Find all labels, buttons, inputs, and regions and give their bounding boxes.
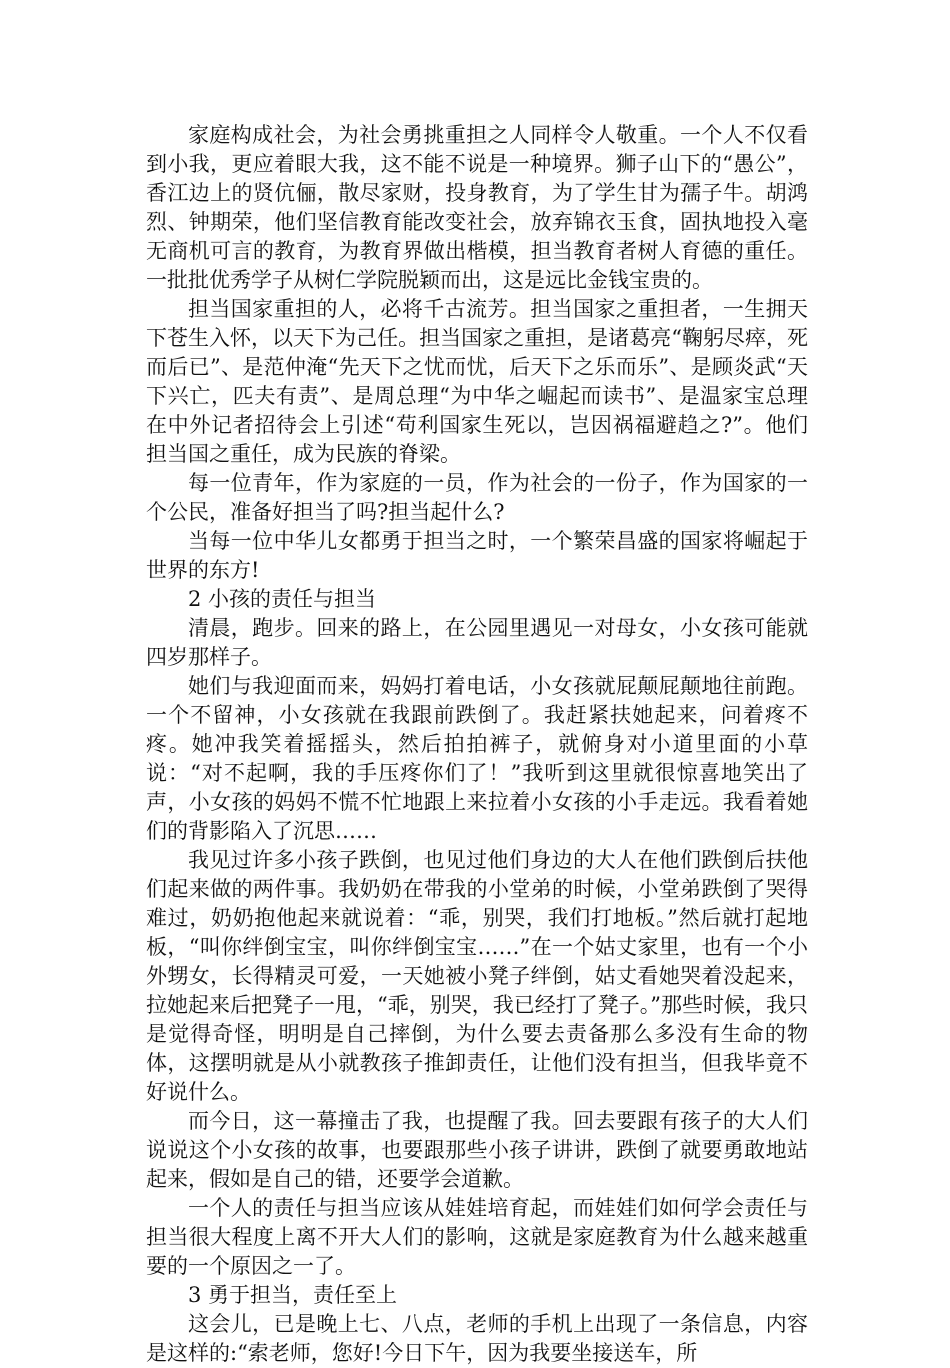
- paragraph-girl-falls: 她们与我迎面而来，妈妈打着电话，小女孩就屁颠屁颠地往前跑。一个不留神，小女孩就在我跟前跌倒了。我赶紧扶她起来，问着疼不疼。她冲我笑着摇摇头，然后拍拍裤子，就俯身对小道里面的小草说：“对不起啊，我的手压疼你们了！”我听到这里就很惊喜地笑出了声，小女孩的妈妈不慌不忙地跟上来拉着小女孩的小手走远。我看着她们的背影陷入了沉思……: [146, 674, 808, 843]
- paragraph-youth-question: 每一位青年，作为家庭的一员，作为社会的一份子，作为国家的一个公民，准备好担当了吗?担当起什么?: [146, 471, 808, 524]
- document-body: [146, 121, 808, 1368]
- paragraph-prosperous-nation: 当每一位中华儿女都勇于担当之时，一个繁荣昌盛的国家将崛起于世界的东方!: [146, 529, 808, 582]
- paragraph-morning-run: 清晨，跑步。回来的路上，在公园里遇见一对母女，小女孩可能就四岁那样子。: [146, 616, 808, 669]
- section-heading-2: 2 小孩的责任与担当: [188, 587, 377, 611]
- paragraph-teacher-message: 这会儿，已是晚上七、八点，老师的手机上出现了一条信息，内容是这样的:“索老师，您好!今日下午，因为我要坐接送车，所: [146, 1312, 808, 1365]
- paragraph-adults-blame: 我见过许多小孩子跌倒，也见过他们身边的大人在他们跌倒后扶他们起来做的两件事。我奶奶在带我的小堂弟的时候，小堂弟跌倒了哭得难过，奶奶抱他起来就说着：“乖，别哭，我们打地板。”然后就打起地板，“叫你绊倒宝宝，叫你绊倒宝宝……”在一个姑丈家里，也有一个小外甥女，长得精灵可爱，一天她被小凳子绊倒，姑丈看她哭着没起来，拉她起来后把凳子一甩，“乖，别哭，我已经打了凳子。”那些时候，我只是觉得奇怪，明明是自己摔倒，为什么要去责备那么多没有生命的物体，这摆明就是从小就教孩子推卸责任，让他们没有担当，但我毕竟不好说什么。: [146, 848, 808, 1104]
- section-heading-3: 3 勇于担当，责任至上: [188, 1283, 398, 1307]
- paragraph-family-education: 一个人的责任与担当应该从娃娃培育起，而娃娃们如何学会责任与担当很大程度上离不开大人们的影响，这就是家庭教育为什么越来越重要的一个原因之一了。: [146, 1196, 808, 1278]
- paragraph-reminder: 而今日，这一幕撞击了我，也提醒了我。回去要跟有孩子的大人们说说这个小女孩的故事，也要跟那些小孩子讲讲，跌倒了就要勇敢地站起来，假如是自己的错，还要学会道歉。: [146, 1109, 808, 1191]
- paragraph-family-society: 家庭构成社会，为社会勇挑重担之人同样令人敬重。一个人不仅看到小我，更应着眼大我，这不能不说是一种境界。狮子山下的“愚公”，香江边上的贤伉俪，散尽家财，投身教育，为了学生甘为孺子牛。胡鸿烈、钟期荣，他们坚信教育能改变社会，放弃锦衣玉食，固执地投入毫无商机可言的教育，为教育界做出楷模，担当教育者树人育德的重任。一批批优秀学子从树仁学院脱颖而出，这是远比金钱宝贵的。: [146, 123, 808, 292]
- paragraph-national-burden: 担当国家重担的人，必将千古流芳。担当国家之重担者，一生拥天下苍生入怀，以天下为己任。担当国家之重担，是诸葛亮“鞠躬尽瘁，死而后已”、是范仲淹“先天下之忧而忧，后天下之乐而乐”、是顾炎武“天下兴亡，匹夫有责”、是周总理“为中华之崛起而读书”、是温家宝总理在中外记者招待会上引述“苟利国家生死以，岂因祸福避趋之?”。他们担当国之重任，成为民族的脊梁。: [146, 297, 808, 466]
